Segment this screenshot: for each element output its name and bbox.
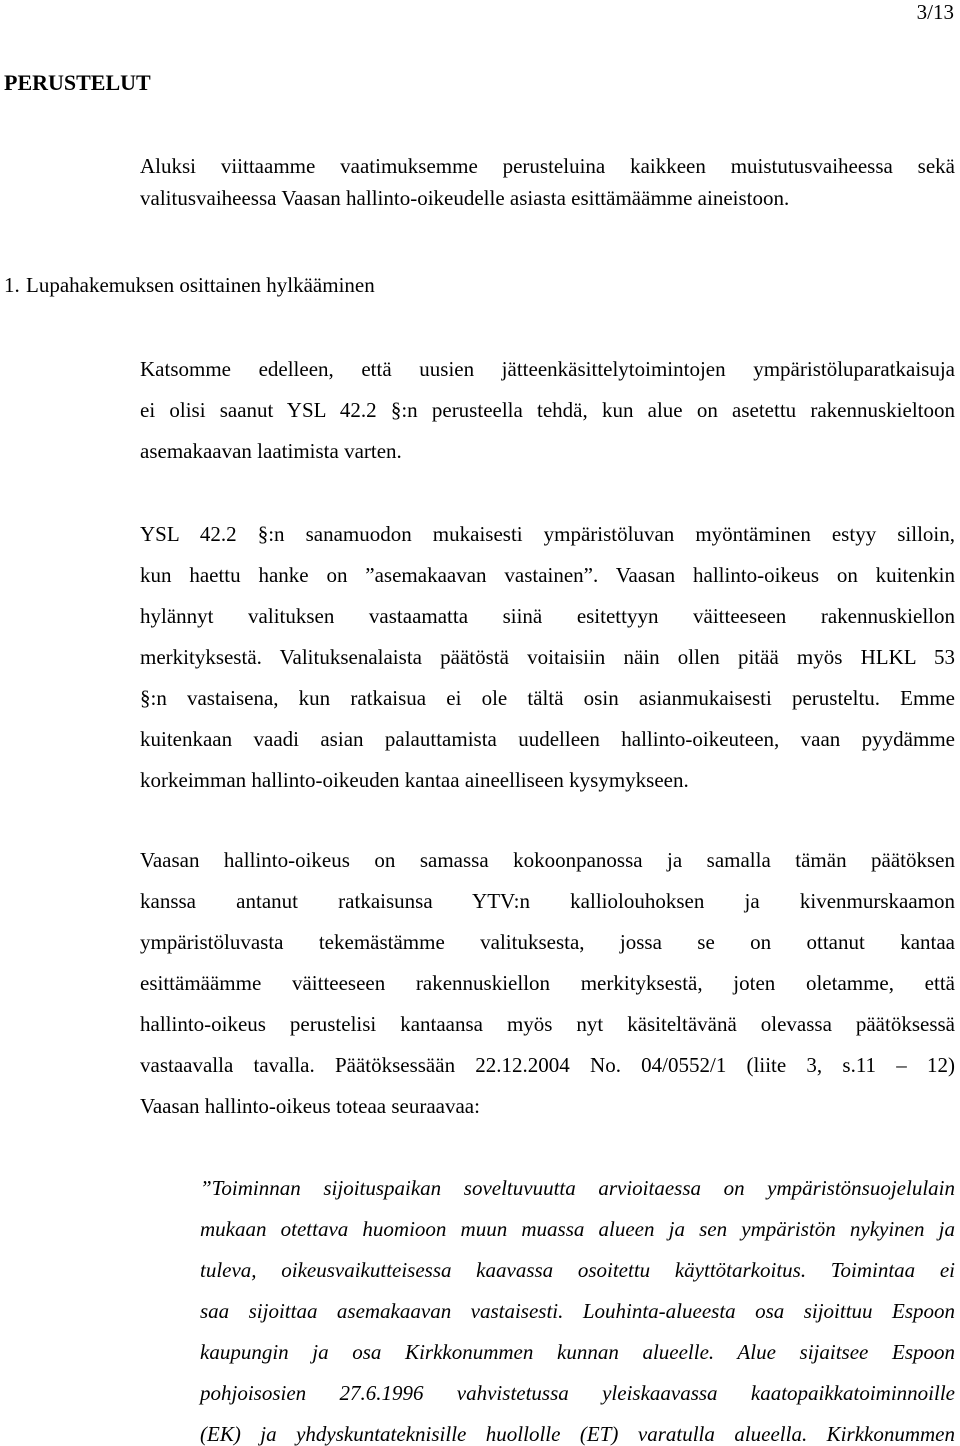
quote-line: (EK) ja yhdyskuntateknisille huollolle (ET) varatulla alueella. Kirkkonummen	[200, 1422, 955, 1446]
text-line: kanssa antanut ratkaisunsa YTV:n kalliolouhoksen ja kivenmurskaamon	[140, 889, 955, 913]
quote-line: tuleva, oikeusvaikutteisessa kaavassa osoitettu käyttötarkoitus. Toimintaa ei	[200, 1258, 955, 1282]
quote-line: mukaan otettava huomioon muun muassa alueen ja sen ympäristön nykyinen ja	[200, 1217, 955, 1241]
quote-line: pohjoisosien 27.6.1996 vahvistetussa yleiskaavassa kaatopaikkatoiminnoille	[200, 1381, 955, 1405]
paragraph-1	[140, 357, 955, 463]
text-line: asemakaavan laatimista varten.	[140, 439, 402, 463]
document-heading: PERUSTELUT	[4, 70, 151, 95]
text-line: kun haettu hanke on ”asemakaavan vastainen”. Vaasan hallinto-oikeus on kuitenkin	[140, 563, 955, 587]
text-line: Vaasan hallinto-oikeus on samassa kokoonpanossa ja samalla tämän päätöksen	[140, 848, 955, 872]
text-line: hylännyt valituksen vastaamatta siinä esitettyyn väitteeseen rakennuskiellon	[140, 604, 955, 628]
text-line: Katsomme edelleen, että uusien jätteenkäsittelytoimintojen ympäristöluparatkaisuja	[140, 357, 955, 381]
intro-paragraph	[140, 154, 955, 210]
text-line: Aluksi viittaamme vaatimuksemme perusteluina kaikkeen muistutusvaiheessa sekä	[140, 154, 955, 178]
paragraph-2	[140, 522, 955, 792]
quote-line: saa sijoittaa asemakaavan vastaisesti. Louhinta-alueesta osa sijoittuu Espoon	[200, 1299, 955, 1323]
text-line: ei olisi saanut YSL 42.2 §:n perusteella tehdä, kun alue on asetettu rakennuskieltoon	[140, 398, 955, 422]
text-line: Vaasan hallinto-oikeus toteaa seuraavaa:	[140, 1094, 480, 1118]
quote-line: ”Toiminnan sijoituspaikan soveltuvuutta arvioitaessa on ympäristönsuojelulain	[200, 1176, 955, 1200]
text-line: §:n vastaisena, kun ratkaisua ei ole tältä osin asianmukaisesti perusteltu. Emme	[140, 686, 955, 710]
quote-line: kaupungin ja osa Kirkkonummen kunnan alueelle. Alue sijaitsee Espoon	[200, 1340, 955, 1364]
section-number: 1.	[4, 273, 20, 297]
text-line: YSL 42.2 §:n sanamuodon mukaisesti ympäristöluvan myöntäminen estyy silloin,	[140, 522, 955, 546]
text-line: merkityksestä. Valituksenalaista päätöstä voitaisiin näin ollen pitää myös HLKL 53	[140, 645, 955, 669]
text-line: valitusvaiheessa Vaasan hallinto-oikeudelle asiasta esittämäämme aineistoon.	[140, 186, 790, 210]
text-line: esittämäämme väitteeseen rakennuskiellon merkityksestä, joten oletamme, että	[140, 971, 955, 995]
section-heading	[4, 273, 375, 297]
paragraph-3	[140, 848, 955, 1118]
text-line: hallinto-oikeus perustelisi kantaansa myös nyt käsiteltävänä olevassa päätöksessä	[140, 1012, 955, 1036]
text-line: ympäristöluvasta tekemästämme valituksesta, jossa se on ottanut kantaa	[140, 930, 955, 954]
page-number: 3/13	[916, 0, 954, 24]
text-line: korkeimman hallinto-oikeuden kantaa aineelliseen kysymykseen.	[140, 768, 689, 792]
section-title: Lupahakemuksen osittainen hylkääminen	[26, 273, 375, 297]
text-line: vastaavalla tavalla. Päätöksessään 22.12.2004 No. 04/0552/1 (liite 3, s.11 – 12)	[140, 1053, 955, 1077]
text-line: kuitenkaan vaadi asian palauttamista uudelleen hallinto-oikeuteen, vaan pyydämme	[140, 727, 955, 751]
block-quote	[200, 1176, 955, 1446]
